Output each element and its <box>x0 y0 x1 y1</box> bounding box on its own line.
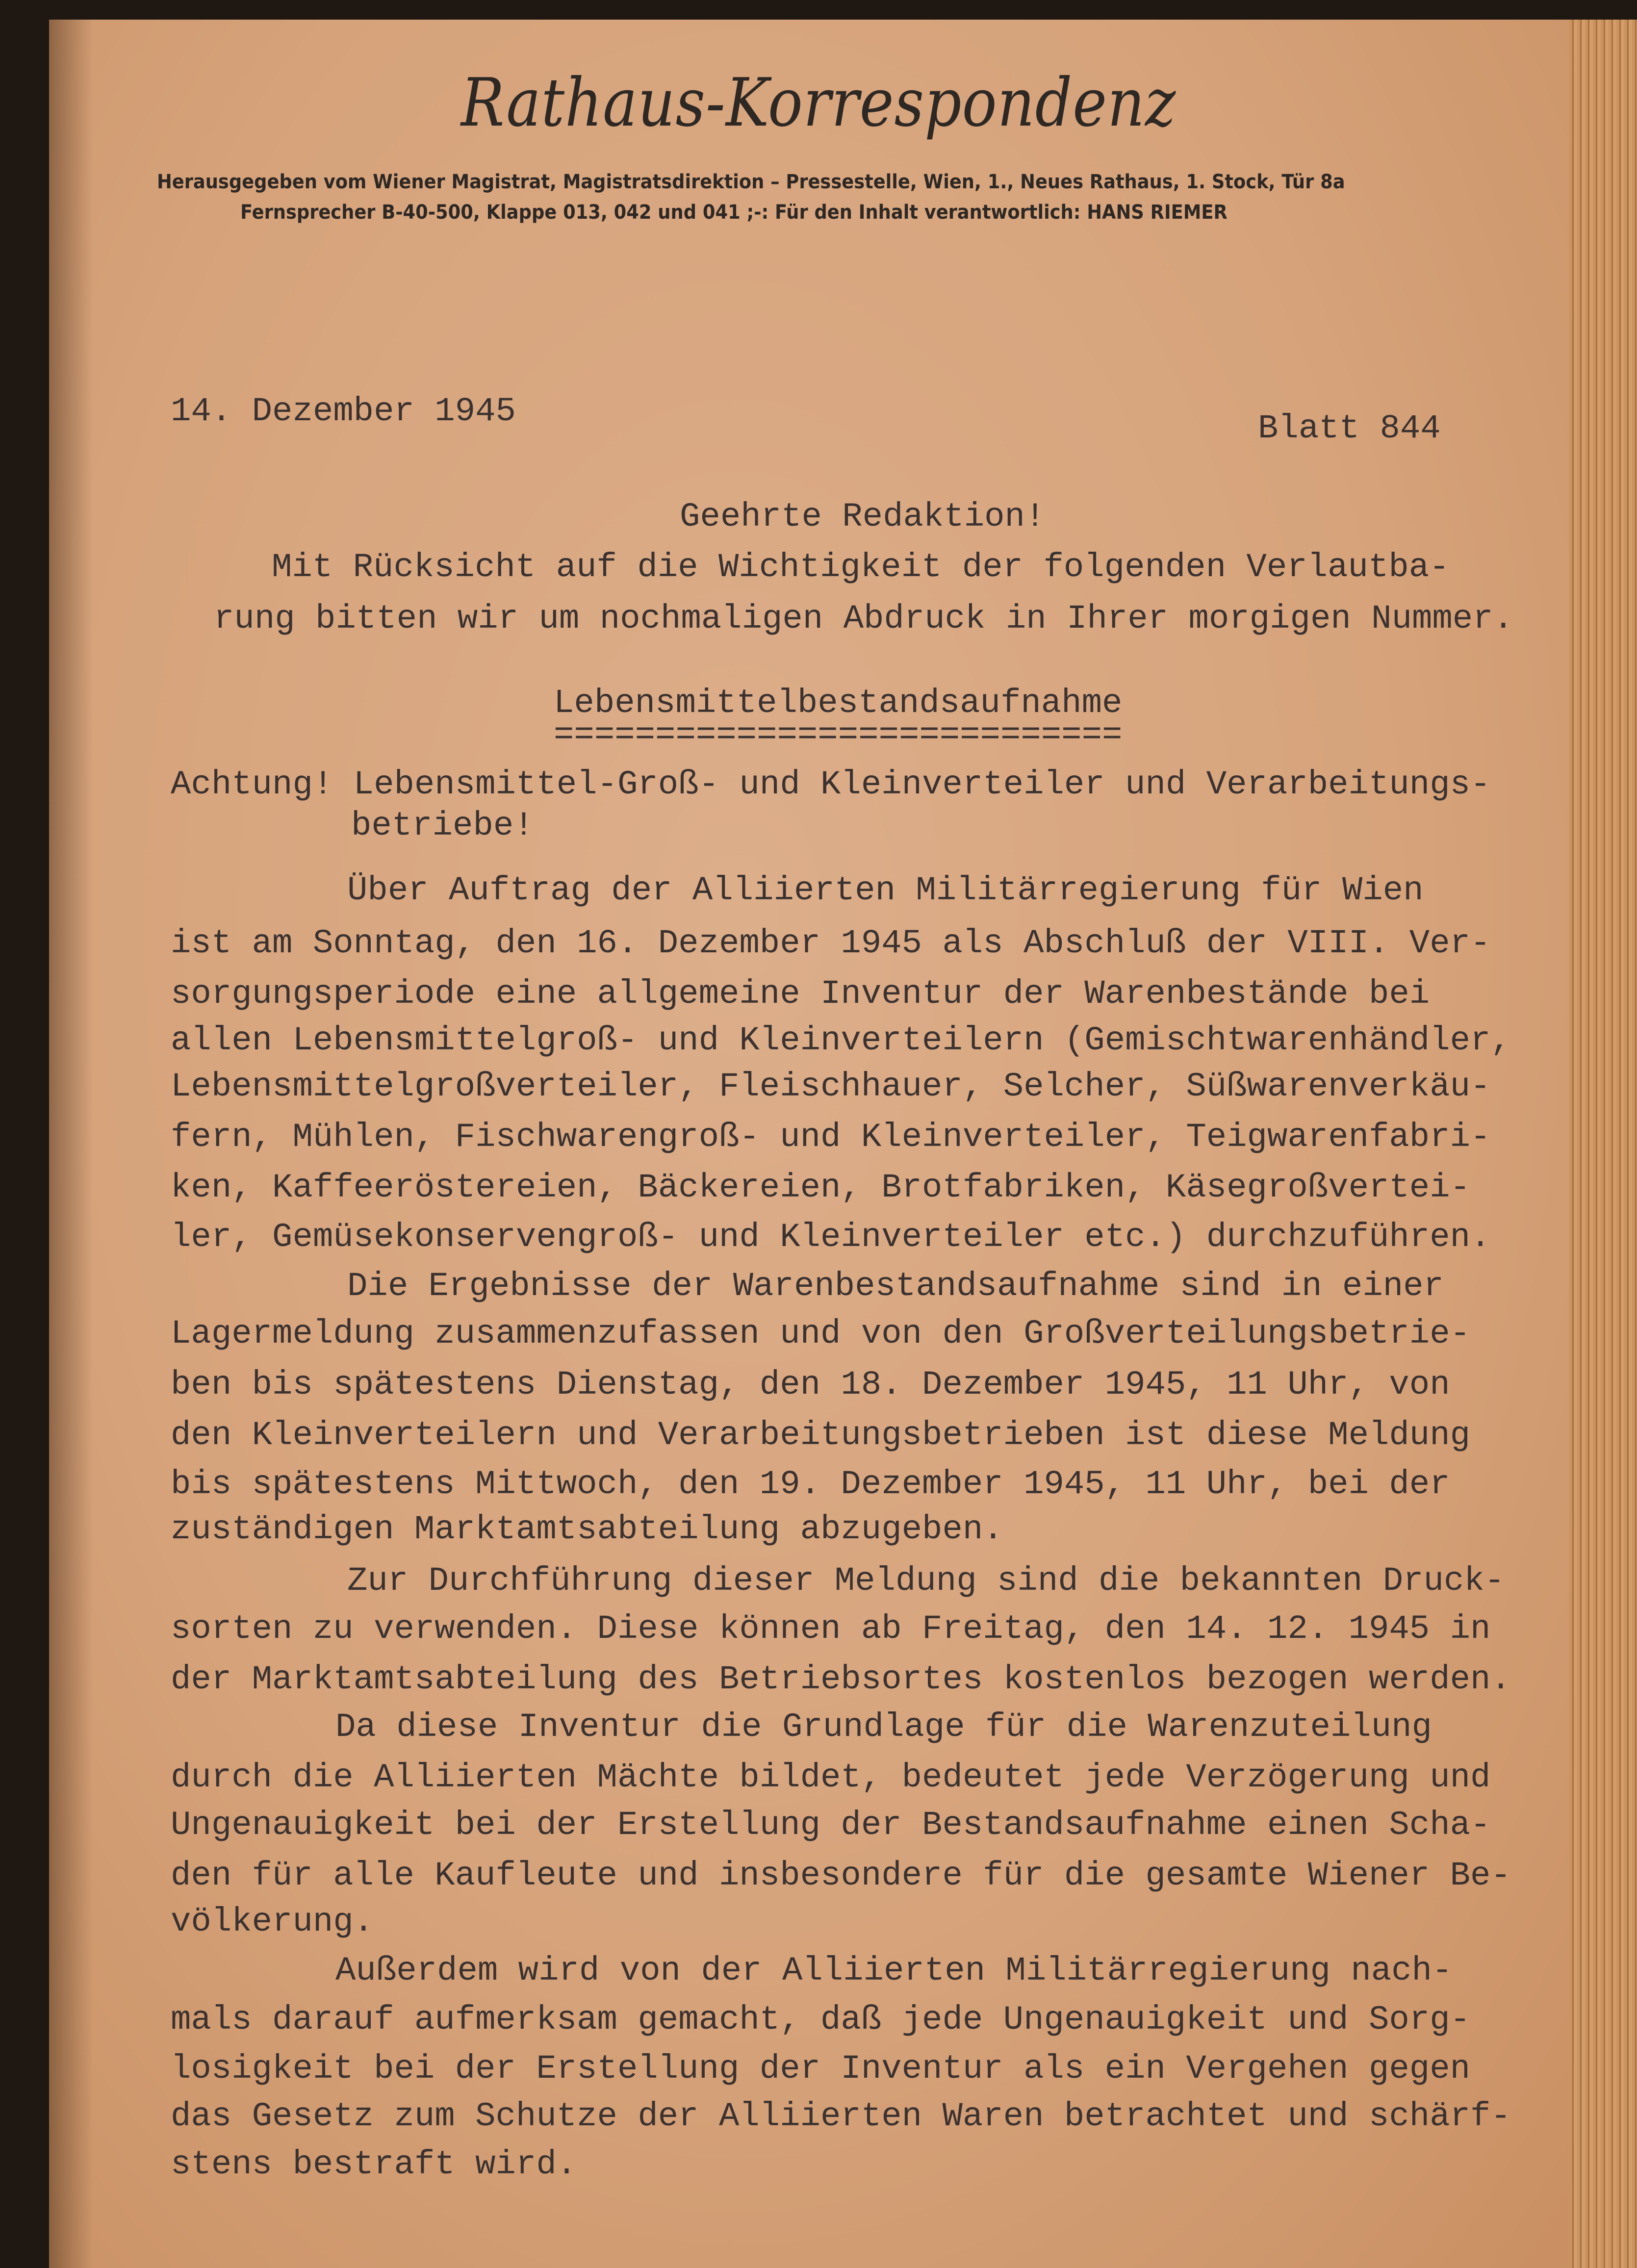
body-line: Die Ergebnisse der Warenbestandsaufnahme sind in einer <box>347 1267 1444 1305</box>
body-line: ist am Sonntag, den 16. Dezember 1945 als Abschluß der VIII. Ver- <box>171 924 1491 963</box>
body-line: fern, Mühlen, Fischwarengroß- und Kleinverteiler, Teigwarenfabri- <box>171 1118 1491 1156</box>
body-line: stens bestraft wird. <box>171 2145 577 2184</box>
body-line: bis spätestens Mittwoch, den 19. Dezember 1945, 11 Uhr, bei der <box>171 1465 1450 1504</box>
body-line: mals darauf aufmerksam gemacht, daß jede Ungenauigkeit und Sorg- <box>171 2001 1471 2039</box>
masthead-title: Rathaus-Korrespondenz <box>460 63 1177 142</box>
body-line: Lebensmittelgroßverteiler, Fleischhauer, Selcher, Süßwarenverkäu- <box>171 1068 1491 1106</box>
body-line: betriebe! <box>351 807 534 845</box>
body-line: zuständigen Marktamtsabteilung abzugeben. <box>171 1510 1003 1549</box>
body-line: losigkeit bei der Erstellung der Inventur als ein Vergehen gegen <box>171 2050 1471 2088</box>
body-line: ler, Gemüsekonservengroß- und Kleinverteiler etc.) durchzuführen. <box>171 1218 1491 1256</box>
body-line: der Marktamtsabteilung des Betriebsortes kostenlos bezogen werden. <box>171 1660 1511 1699</box>
section-heading: Lebensmittelbestandsaufnahme <box>554 684 1123 722</box>
body-line: Zur Durchführung dieser Meldung sind die bekannten Druck- <box>347 1562 1505 1600</box>
body-line: den für alle Kaufleute und insbesondere für die gesamte Wiener Be- <box>171 1857 1511 1895</box>
document-date: 14. Dezember 1945 <box>171 392 516 431</box>
body-line: Ungenauigkeit bei der Erstellung der Bestandsaufnahme einen Scha- <box>171 1806 1491 1844</box>
body-line: Achtung! Lebensmittel-Groß- und Kleinverteiler und Verarbeitungs- <box>171 765 1491 804</box>
body-line: Über Auftrag der Alliierten Militärregierung für Wien <box>347 871 1424 910</box>
sheet-number: Blatt 844 <box>1258 409 1441 448</box>
body-line: das Gesetz zum Schutze der Alliierten Waren betrachtet und schärf- <box>171 2097 1511 2136</box>
salutation: Geehrte Redaktion! <box>680 498 1046 536</box>
binding-shadow <box>49 20 93 2268</box>
header-line-contact: Fernsprecher B-40-500, Klappe 013, 042 und 041 ;-: Für den Inhalt verantwortlich: HANS RIEMER <box>240 201 1228 224</box>
body-line: Mit Rücksicht auf die Wichtigkeit der folgenden Verlautba- <box>272 548 1450 586</box>
body-line: ben bis spätestens Dienstag, den 18. Dezember 1945, 11 Uhr, von <box>171 1366 1450 1404</box>
body-line: sorgungsperiode eine allgemeine Inventur der Warenbestände bei <box>171 975 1430 1013</box>
body-line: sorten zu verwenden. Diese können ab Freitag, den 14. 12. 1945 in <box>171 1610 1491 1648</box>
body-line: allen Lebensmittelgroß- und Kleinverteilern (Gemischtwarenhändler, <box>171 1021 1511 1060</box>
header-line-publisher: Herausgegeben vom Wiener Magistrat, Magistratsdirektion – Pressestelle, Wien, 1., Neues Rathaus, 1. Stock, Tür 8a <box>157 171 1345 193</box>
book-page-edges <box>1569 20 1637 2268</box>
body-line: durch die Alliierten Mächte bildet, bedeutet jede Verzögerung und <box>171 1758 1491 1797</box>
body-line: Da diese Inventur die Grundlage für die Warenzuteilung <box>335 1708 1432 1746</box>
heading-underline: ============================ <box>554 716 1123 754</box>
body-line: rung bitten wir um nochmaligen Abdruck in Ihrer morgigen Nummer. <box>214 600 1514 638</box>
body-line: den Kleinverteilern und Verarbeitungsbetrieben ist diese Meldung <box>171 1416 1471 1454</box>
body-line: ken, Kaffeeröstereien, Bäckereien, Brotfabriken, Käsegroßvertei- <box>171 1169 1471 1207</box>
body-line: völkerung. <box>171 1903 374 1941</box>
body-line: Lagermeldung zusammenzufassen und von den Großverteilungsbetrie- <box>171 1315 1471 1353</box>
body-line: Außerdem wird von der Alliierten Militärregierung nach- <box>335 1952 1453 1990</box>
